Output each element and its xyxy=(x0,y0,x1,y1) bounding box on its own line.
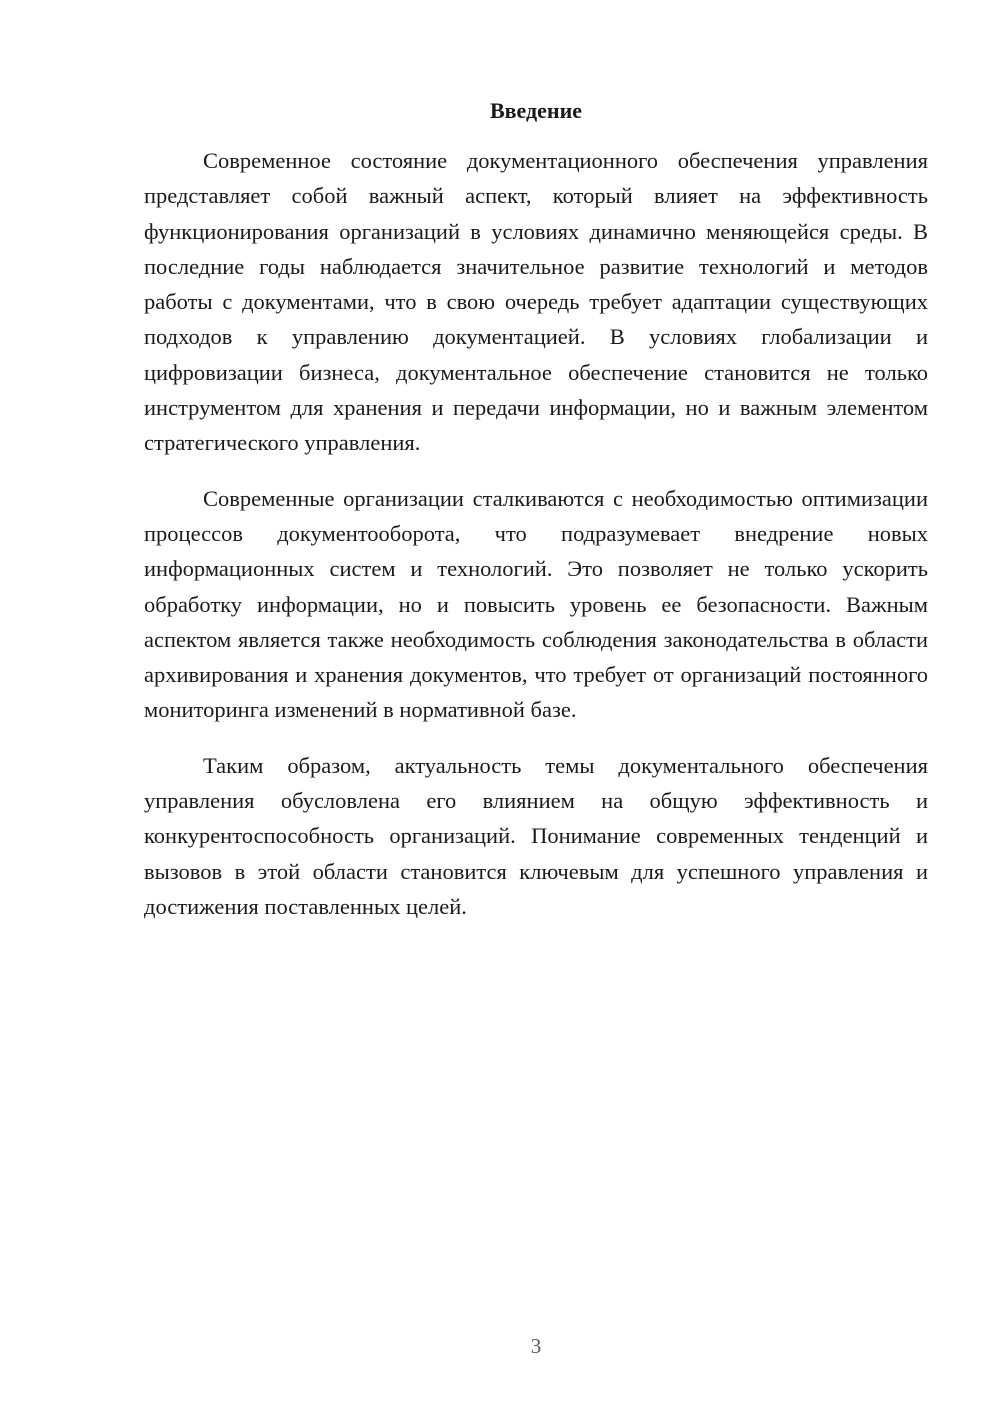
paragraph-1: Современное состояние документационного обеспечения управления представляет собой важный аспект, который влияет на эффективность функционирования организаций в условиях динамично меняющейся среды. В последние годы наблюдается значительное развитие технологий и методов работы с документами, что в свою очередь требует адаптации существующих подходов к управлению документацией. В условиях глобализации и цифровизации бизнеса, документальное обеспечение становится не только инструментом для хранения и передачи информации, но и важным элементом стратегического управления. xyxy=(144,148,928,456)
page-number: 3 xyxy=(530,1334,542,1358)
paragraph-3: Таким образом, актуальность темы документального обеспечения управления обусловлена его влиянием на общую эффективность и конкурентоспособность организаций. Понимание современных тенденций и вызовов в этой области становится ключевым для успешного управления и достижения поставленных целей. xyxy=(144,752,928,919)
section-heading: Введение xyxy=(489,98,583,123)
body-text xyxy=(144,143,928,944)
paragraph-2: Современные организации сталкиваются с необходимостью оптимизации процессов документооборота, что подразумевает внедрение новых информационных систем и технологий. Это позволяет не только ускорить обработку информации, но и повысить уровень ее безопасности. Важным аспектом является также необходимость соблюдения законодательства в области архивирования и хранения документов, что требует от организаций постоянного мониторинга изменений в нормативной базе. xyxy=(144,485,928,723)
